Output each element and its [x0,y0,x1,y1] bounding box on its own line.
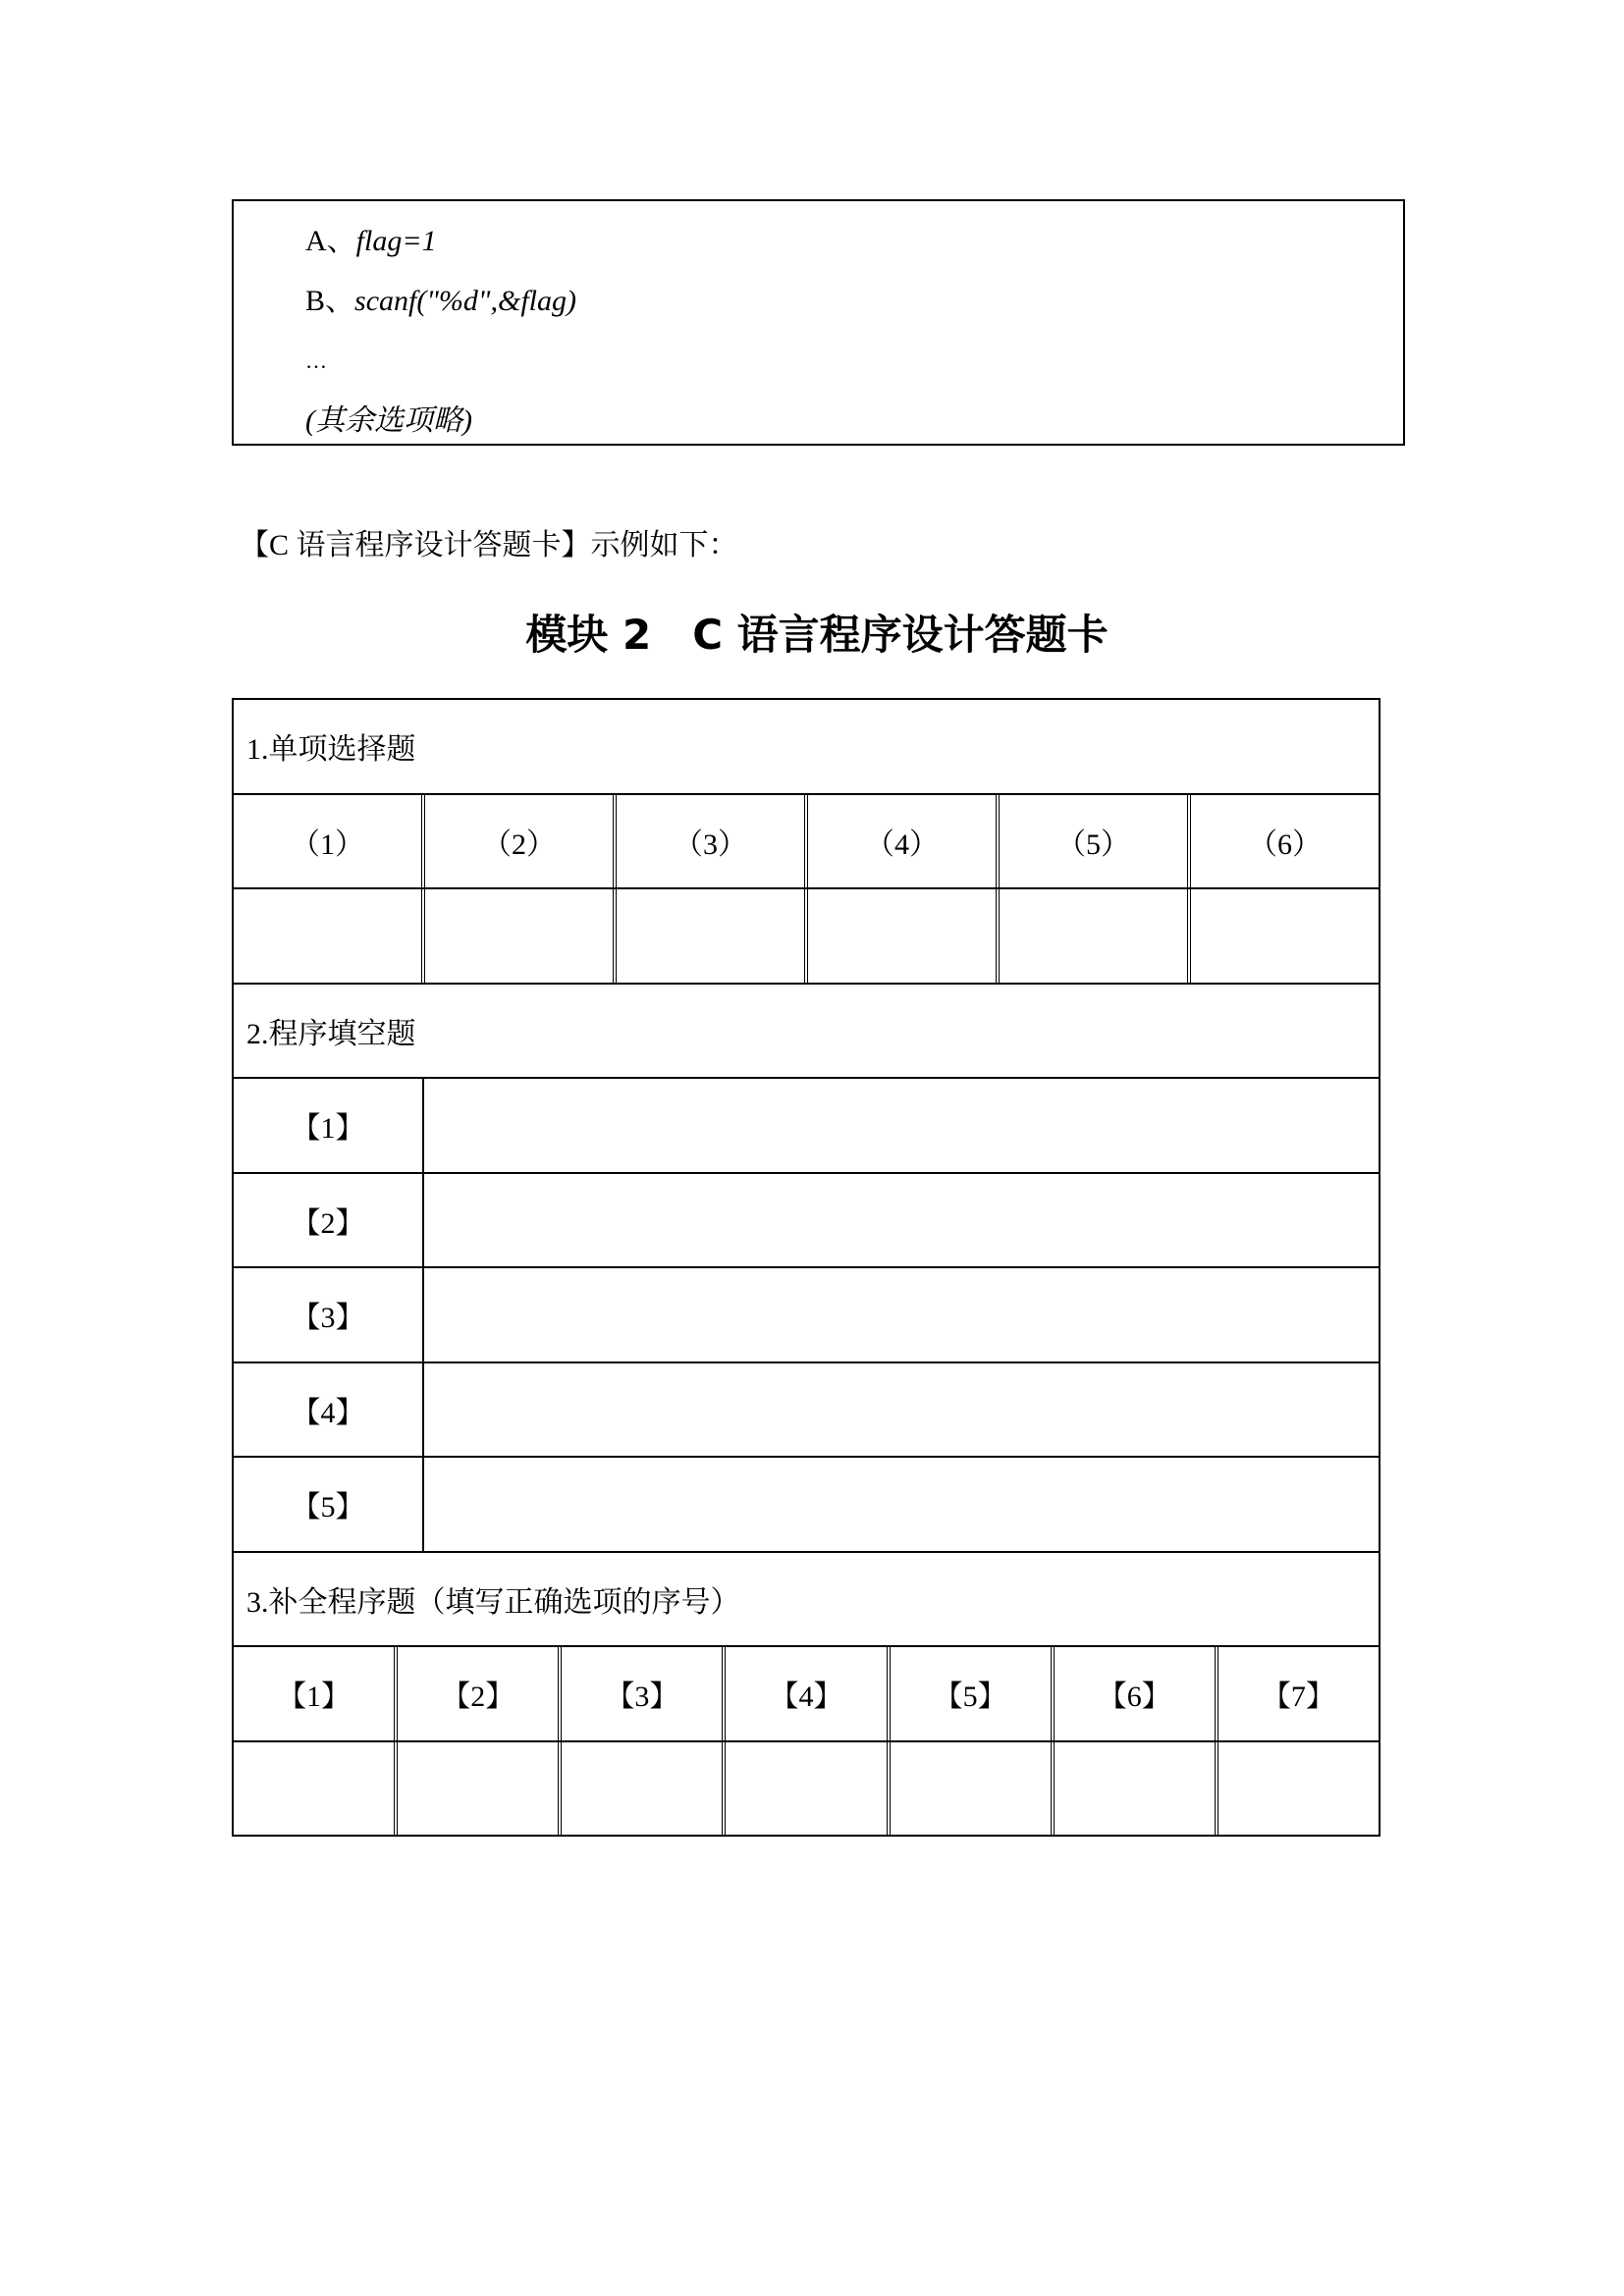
answer-card-title: 模块 2 C 语言程序设计答题卡 [525,611,1109,659]
fill-blank-row [234,1266,1379,1362]
options-box [232,199,1405,446]
completion-answer-cell [234,1742,394,1836]
completion-column-header: 【4】 [722,1647,886,1740]
option-b-label: B、 [305,285,355,317]
completion-answer-cell [1051,1742,1215,1836]
completion-column-header: 【6】 [1051,1647,1215,1740]
choice-column-header: （2） [421,795,613,888]
fill-blank-label: 【5】 [234,1458,424,1551]
fill-blank-label: 【1】 [234,1079,424,1172]
section3-header-row [234,1645,1379,1740]
completion-column-header: 【1】 [277,1681,352,1714]
choice-answer-cell [421,889,613,983]
completion-answer-cell [394,1742,558,1836]
choice-column-header: （5） [996,795,1187,888]
choice-column-header: （1） [291,828,364,861]
option-b-code: scanf("%d",&flag) [354,285,577,317]
option-a-code: flag=1 [355,225,437,257]
option-a-label: A、 [305,225,356,257]
choice-column-header: （4） [804,795,996,888]
option-a-line [305,211,1403,271]
answer-card-table [232,698,1380,1837]
choice-column-header: （6） [1187,795,1379,888]
fill-blank-label: 【4】 [234,1363,424,1457]
completion-answer-cell [887,1742,1051,1836]
section3-heading-row [234,1551,1379,1646]
section1-heading: 1.单项选择题 [246,733,416,767]
fill-blank-row [234,1456,1379,1551]
choice-answer-cell [996,889,1187,983]
option-b-line [305,271,1403,331]
fill-blank-label: 【2】 [234,1174,424,1267]
completion-column-header: 【3】 [558,1647,722,1740]
completion-column-header: 【2】 [394,1647,558,1740]
fill-blank-answer-cell [424,1458,1379,1551]
choice-answer-cell [804,889,996,983]
fill-blank-answer-cell [424,1268,1379,1362]
fill-blank-row [234,1362,1379,1457]
fill-blank-row [234,1077,1379,1172]
choice-answer-cell [1187,889,1379,983]
section1-heading-row [234,700,1379,793]
completion-column-header: 【5】 [887,1647,1051,1740]
section3-heading: 3.补全程序题（填写正确选项的序号） [246,1585,740,1619]
options-note: (其余选项略) [305,404,472,437]
fill-blank-row [234,1172,1379,1267]
options-ellipsis: … [305,348,327,373]
completion-column-header: 【7】 [1215,1647,1379,1740]
intro-text: 【C 语言程序设计答题卡】示例如下： [240,529,738,561]
choice-column-header: （3） [613,795,804,888]
completion-answer-cell [722,1742,886,1836]
section1-header-row [234,793,1379,888]
completion-answer-cell [1215,1742,1379,1836]
section2-heading-row [234,983,1379,1078]
choice-answer-cell [234,889,421,983]
section3-answer-row [234,1740,1379,1836]
fill-blank-answer-cell [424,1079,1379,1172]
fill-blank-answer-cell [424,1174,1379,1267]
completion-answer-cell [558,1742,722,1836]
fill-blank-answer-cell [424,1363,1379,1457]
section2-heading: 2.程序填空题 [246,1017,416,1050]
section1-answer-row [234,887,1379,983]
choice-answer-cell [613,889,804,983]
fill-blank-label: 【3】 [234,1268,424,1362]
